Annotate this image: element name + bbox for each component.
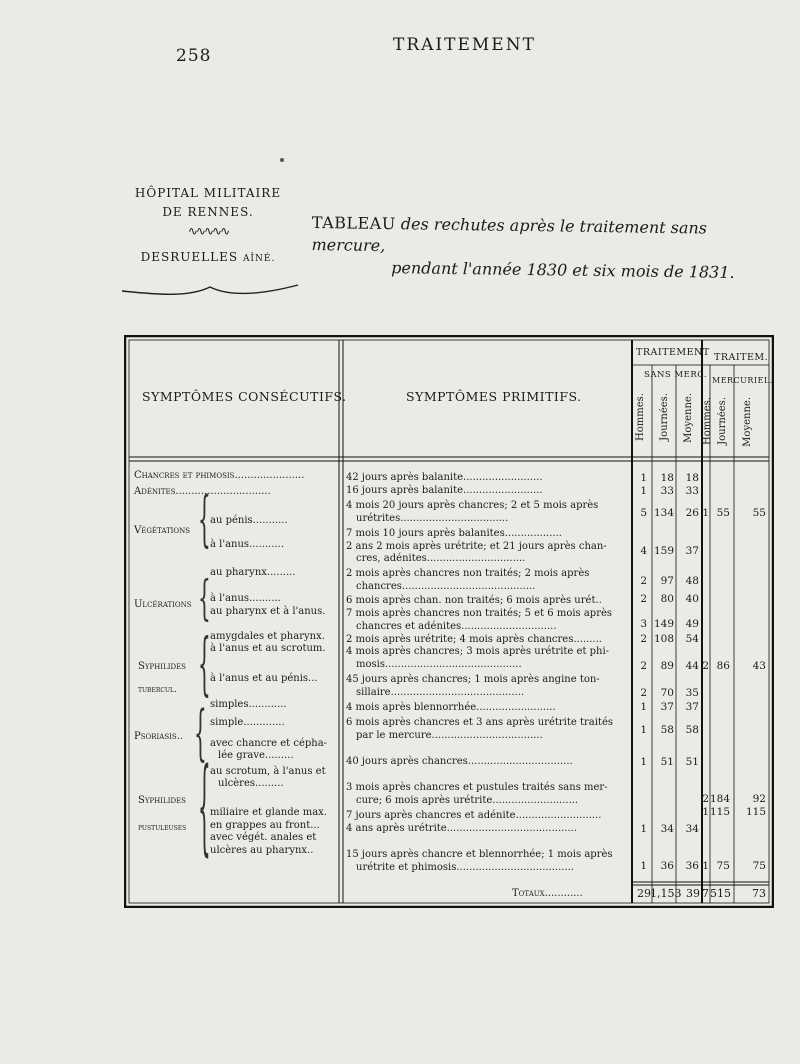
header-moyenne-2: Moyenne.: [742, 397, 753, 447]
cell-r5-j: 97: [660, 575, 674, 587]
cell-r13-j: 51: [660, 756, 674, 768]
cell-r10-h: 2: [640, 687, 647, 699]
ink-dot: [280, 158, 284, 162]
cell-r9-j: 89: [660, 660, 674, 672]
cat-syph-tuberc-2: tubercul.: [138, 685, 177, 695]
cell-r17-h: 1: [640, 860, 647, 872]
prim-7: 6 mois après chan. non traités; 6 mois après urét..: [346, 595, 602, 606]
brace-veg: {: [198, 482, 211, 554]
title-line2: pendant l'année 1830 et six mois de 1831.: [391, 258, 735, 282]
cell-r9-h2: 2: [702, 660, 709, 672]
cell-r4-h: 4: [640, 545, 647, 557]
cell-r9-h: 2: [640, 660, 647, 672]
cat-chancres: Chancres et phimosis......................: [134, 470, 305, 481]
site-pust-veget-1: avec végét. anales et: [210, 832, 317, 843]
prim-8a: 7 mois après chancres non traités; 5 et 6 mois après: [346, 608, 613, 619]
header-journees-1: Journées.: [659, 393, 670, 441]
cell-r12-h: 1: [640, 724, 647, 736]
cell-r10-m: 35: [685, 687, 699, 699]
swash-ornament: [120, 279, 300, 299]
site-pso-chancre-1: avec chancre et cépha-: [210, 738, 328, 749]
site-ulc-pharynx: au pharynx.........: [210, 567, 296, 578]
totals-journees: 1,153: [650, 887, 682, 900]
cell-r7-h: 3: [640, 618, 647, 630]
cell-r12-j: 58: [660, 724, 674, 736]
cell-r14-h2: 2: [702, 793, 709, 805]
hospital-ornament: ∿∿∿∿∿: [187, 224, 229, 238]
prim-4: 7 mois 10 jours après balanites..................: [346, 528, 562, 539]
cell-r4-j: 159: [653, 545, 674, 557]
hospital-block: [128, 184, 288, 269]
totals-hommes: 29: [637, 887, 651, 900]
totals-hommes-merc: 7: [702, 887, 709, 900]
title-line1-rest: des rechutes après le traitement sans mercure,: [311, 214, 708, 256]
cell-r8-h: 2: [640, 633, 647, 645]
cell-r17-h2: 1: [702, 860, 709, 872]
hospital-line2: DE RENNES.: [162, 205, 254, 219]
cell-r17-m: 36: [685, 860, 699, 872]
site-pso-chancre-2: lée grave.........: [218, 750, 294, 761]
brace-ulc: {: [198, 568, 211, 626]
site-pust-grappes: en grappes au front...: [210, 820, 320, 831]
cat-syph-tuberc-1: Syphilides: [138, 661, 186, 672]
site-pust-scrotum-1: au scrotum, à l'anus et: [210, 766, 326, 777]
cell-r15-h2: 1: [702, 806, 709, 818]
prim-9: 2 mois après urétrite; 4 mois après chancres.........: [346, 634, 602, 645]
header-hommes-2: Hommes.: [702, 397, 713, 445]
table-title: [311, 212, 782, 285]
prim-15b: cure; 6 mois après urétrite...........................: [356, 795, 579, 806]
site-syph-anus-scrotum: à l'anus et au scrotum.: [210, 643, 326, 654]
cell-r8-m: 54: [685, 633, 699, 645]
cell-r3-m: 26: [685, 507, 699, 519]
cell-r11-m: 37: [685, 701, 699, 713]
prim-10a: 4 mois après chancres; 3 mois après urétrite et phi-: [346, 646, 610, 657]
prim-11a: 45 jours après chancres; 1 mois après angine ton-: [346, 674, 600, 685]
site-pust-veget-2: ulcères au pharynx..: [210, 845, 314, 856]
prim-12: 4 mois après blennorrhée.........................: [346, 702, 556, 713]
cat-adenites: Adénites..............................: [134, 486, 271, 497]
site-veg-penis: au pénis...........: [210, 515, 288, 526]
prim-2: 16 jours après balanite.........................: [346, 485, 543, 496]
cell-r15-m2: 115: [745, 806, 766, 818]
site-pust-miliaire: miliaire et glande max.: [210, 807, 327, 818]
prim-5a: 2 ans 2 mois après urétrite; et 21 jours après chan-: [346, 541, 607, 552]
prim-6a: 2 mois après chancres non traités; 2 mois après: [346, 568, 590, 579]
header-group2: TRAITEM.: [714, 352, 769, 363]
brace-pso: {: [194, 696, 207, 768]
site-syph-amygdales: amygdales et pharynx.: [210, 631, 325, 642]
cell-r3-m2: 55: [752, 507, 766, 519]
cell-r16-m: 34: [685, 823, 699, 835]
totals-moyenne: 39: [686, 887, 700, 900]
page-number: 258: [176, 46, 212, 66]
prim-17: 4 ans après urétrite.........................................: [346, 823, 578, 834]
cell-r9-m2: 43: [752, 660, 766, 672]
cell-r11-h: 1: [640, 701, 647, 713]
prim-3a: 4 mois 20 jours après chancres; 2 et 5 mois après: [346, 500, 599, 511]
site-ulc-anus: à l'anus..........: [210, 593, 281, 604]
cell-r15-j2: 115: [710, 806, 731, 818]
site-pso-simple: simple.............: [210, 717, 285, 728]
cell-r2-m: 33: [685, 485, 699, 497]
header-group1: TRAITEMENT: [636, 347, 710, 358]
cell-r11-j: 37: [660, 701, 674, 713]
cell-r6-h: 2: [640, 593, 647, 605]
prim-1: 42 jours après balanite.........................: [346, 472, 543, 483]
cell-r9-j2: 86: [716, 660, 730, 672]
site-syph-anus-penis: à l'anus et au pénis...: [210, 673, 318, 684]
prim-13a: 6 mois après chancres et 3 ans après urétrite traités: [346, 717, 613, 728]
header-group2-sub: MERCURIEL.: [712, 376, 773, 385]
cell-r3-h2: 1: [702, 507, 709, 519]
cat-psoriasis: Psoriasis..: [134, 731, 184, 742]
author-name: DESRUELLES: [140, 250, 239, 264]
header-group1-sub: SANS MERC.: [644, 370, 708, 380]
cell-r7-j: 149: [653, 618, 674, 630]
cell-r8-j: 108: [653, 633, 674, 645]
relapse-table: [124, 335, 774, 908]
header-moyenne-1: Moyenne.: [683, 393, 694, 443]
site-pust-scrotum-2: ulcères.........: [218, 778, 284, 789]
prim-6b: chancres..........................................: [356, 581, 536, 592]
site-ulc-pharynx-anus: au pharynx et à l'anus.: [210, 606, 326, 617]
brace-syph-t: {: [198, 622, 211, 704]
title-line1: [311, 212, 782, 263]
cell-r1-j: 18: [660, 472, 674, 484]
totals-moyenne-merc: 73: [752, 887, 766, 900]
prim-15a: 3 mois après chancres et pustules traités sans mer-: [346, 782, 608, 793]
cat-syph-pust-1: Syphilides: [138, 795, 186, 806]
prim-10b: mosis...........................................: [356, 659, 522, 670]
site-pso-simples: simples............: [210, 699, 287, 710]
prim-11b: sillaire..........................................: [356, 687, 525, 698]
author-line: [128, 248, 288, 269]
cell-r16-j: 34: [660, 823, 674, 835]
header-consecutive: SYMPTÔMES CONSÉCUTIFS.: [142, 389, 347, 404]
cell-r16-h: 1: [640, 823, 647, 835]
cell-r4-m: 37: [685, 545, 699, 557]
header-journees-2: Journées.: [717, 397, 728, 445]
totals-journees-merc: 515: [710, 887, 731, 900]
cell-r6-m: 40: [685, 593, 699, 605]
cell-r17-m2: 75: [752, 860, 766, 872]
cell-r14-m2: 92: [752, 793, 766, 805]
site-veg-anus: à l'anus...........: [210, 539, 285, 550]
cat-syph-pust-2: pustuleuses: [138, 823, 187, 833]
header-primitive: SYMPTÔMES PRIMITIFS.: [406, 389, 582, 404]
brace-syph-p: {: [198, 742, 211, 868]
cell-r12-m: 58: [685, 724, 699, 736]
cell-r9-m: 44: [685, 660, 699, 672]
header-hommes-1: Hommes.: [635, 393, 646, 441]
cat-ulcerations: Ulcérations: [134, 599, 192, 610]
cell-r13-m: 51: [685, 756, 699, 768]
prim-14: 40 jours après chancres.................................: [346, 756, 573, 767]
title-word: TABLEAU: [311, 212, 396, 234]
prim-18a: 15 jours après chancre et blennorrhée; 1 mois après: [346, 849, 613, 860]
author-suffix: AÎNÉ.: [242, 254, 276, 264]
cat-vegetations: Végétations: [134, 525, 191, 536]
cell-r2-h: 1: [640, 485, 647, 497]
cell-r1-h: 1: [640, 472, 647, 484]
cell-r1-m: 18: [685, 472, 699, 484]
hospital-line1: HÔPITAL MILITAIRE: [134, 186, 282, 200]
cell-r17-j2: 75: [716, 860, 730, 872]
cell-r10-j: 70: [660, 687, 674, 699]
cell-r17-j: 36: [660, 860, 674, 872]
cell-r5-h: 2: [640, 575, 647, 587]
totals-label: Totaux............: [512, 888, 583, 899]
cell-r7-m: 49: [685, 618, 699, 630]
cell-r3-h: 5: [640, 507, 647, 519]
cell-r13-h: 1: [640, 756, 647, 768]
cell-r3-j2: 55: [716, 507, 730, 519]
running-head: TRAITEMENT: [393, 35, 536, 55]
cell-r14-j2: 184: [710, 793, 731, 805]
cell-r5-m: 48: [685, 575, 699, 587]
cell-r6-j: 80: [660, 593, 674, 605]
prim-18b: urétrite et phimosis.....................................: [356, 862, 574, 873]
prim-3b: urétrites..................................: [356, 513, 509, 524]
prim-8b: chancres et adénites..............................: [356, 621, 557, 632]
prim-5b: cres, adénites...............................: [356, 553, 526, 564]
prim-13b: par le mercure...................................: [356, 730, 543, 741]
cell-r3-j: 134: [653, 507, 674, 519]
cell-r2-j: 33: [660, 485, 674, 497]
prim-16: 7 jours après chancres et adénite...........................: [346, 810, 602, 821]
